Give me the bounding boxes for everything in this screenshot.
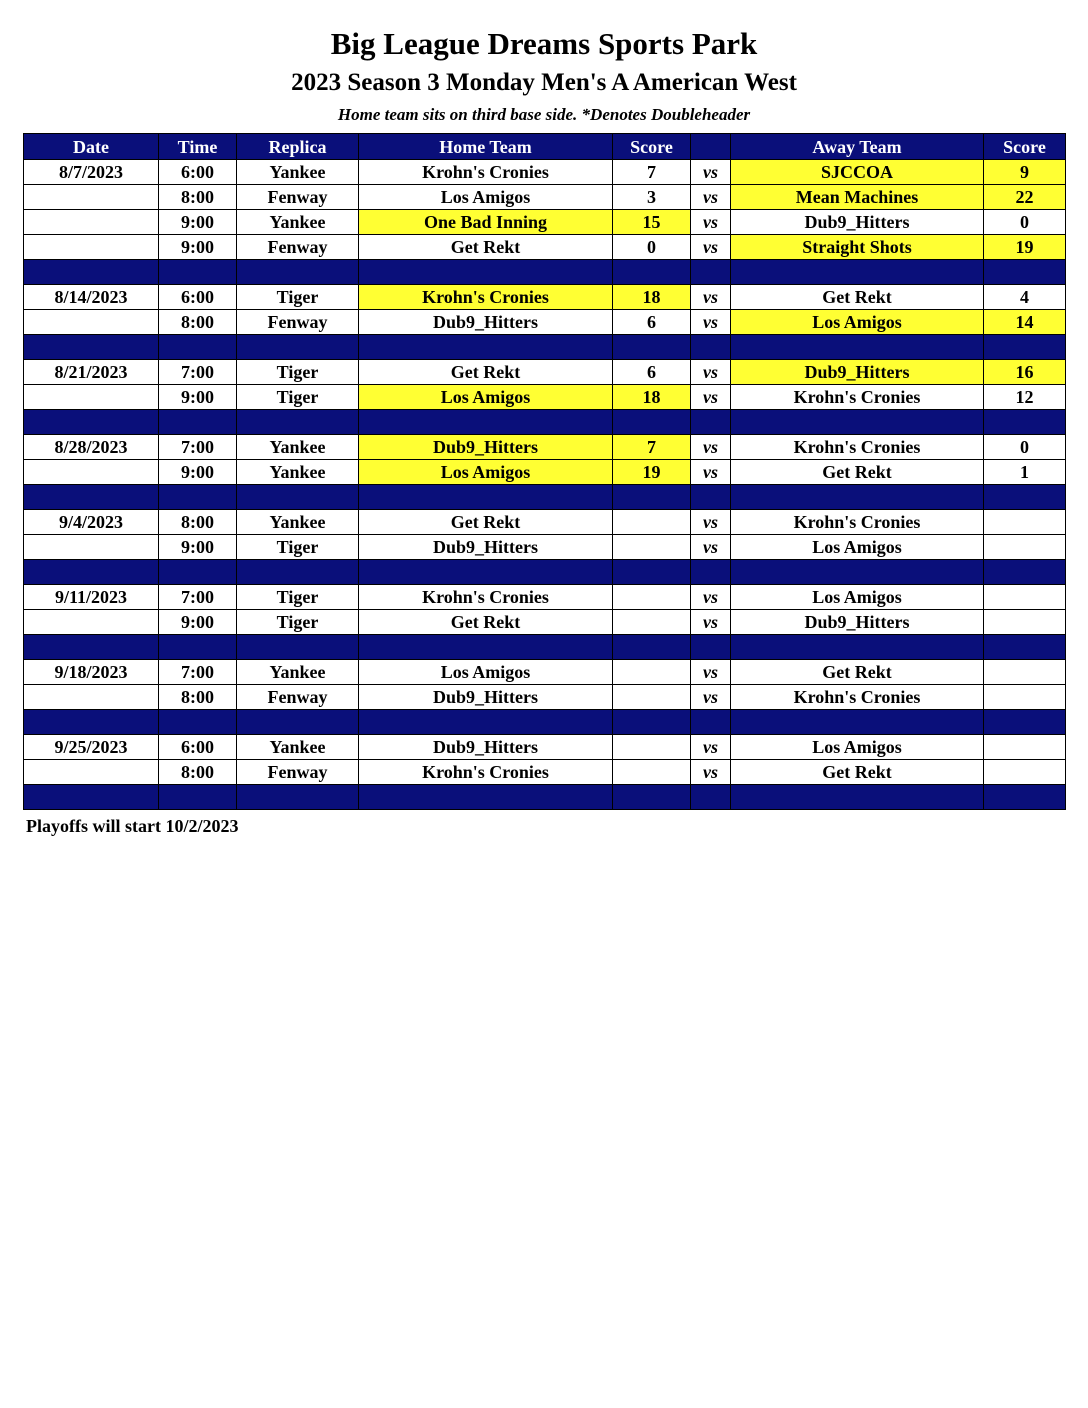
away-score-cell: 4 xyxy=(984,285,1066,310)
away-score-cell xyxy=(984,685,1066,710)
separator-cell xyxy=(359,635,613,660)
replica-field-cell: Tiger xyxy=(237,285,359,310)
away-team-cell: Get Rekt xyxy=(731,285,984,310)
table-header-row xyxy=(24,134,1066,160)
separator-cell xyxy=(613,560,691,585)
vs-cell: vs xyxy=(691,160,731,185)
away-score-cell: 22 xyxy=(984,185,1066,210)
home-score-cell xyxy=(613,535,691,560)
home-score-cell: 7 xyxy=(613,160,691,185)
game-time-cell: 7:00 xyxy=(159,435,237,460)
week-separator-row xyxy=(24,560,1066,585)
game-time-cell: 7:00 xyxy=(159,360,237,385)
home-score-cell: 6 xyxy=(613,360,691,385)
vs-cell: vs xyxy=(691,435,731,460)
home-score-cell xyxy=(613,585,691,610)
separator-cell xyxy=(984,410,1066,435)
home-team-cell: Dub9_Hitters xyxy=(359,735,613,760)
table-row xyxy=(24,185,1066,210)
home-score-cell: 6 xyxy=(613,310,691,335)
away-score-cell: 14 xyxy=(984,310,1066,335)
table-row xyxy=(24,585,1066,610)
home-score-cell xyxy=(613,685,691,710)
home-score-cell: 19 xyxy=(613,460,691,485)
col-header-away-score: Score xyxy=(984,134,1066,160)
separator-cell xyxy=(984,560,1066,585)
col-header-date: Date xyxy=(24,134,159,160)
game-date-cell: 9/18/2023 xyxy=(24,660,159,685)
away-score-cell xyxy=(984,585,1066,610)
away-score-cell xyxy=(984,535,1066,560)
home-team-cell: Dub9_Hitters xyxy=(359,310,613,335)
home-team-cell: Los Amigos xyxy=(359,660,613,685)
home-score-cell: 18 xyxy=(613,285,691,310)
separator-cell xyxy=(691,485,731,510)
game-date-cell xyxy=(24,310,159,335)
table-row xyxy=(24,310,1066,335)
away-team-cell: Los Amigos xyxy=(731,535,984,560)
vs-cell: vs xyxy=(691,185,731,210)
table-row xyxy=(24,235,1066,260)
playoffs-note: Playoffs will start 10/2/2023 xyxy=(26,816,239,836)
separator-cell xyxy=(237,785,359,810)
schedule-body xyxy=(24,160,1066,810)
home-team-cell: Get Rekt xyxy=(359,360,613,385)
game-date-cell: 9/4/2023 xyxy=(24,510,159,535)
separator-cell xyxy=(24,260,159,285)
home-team-cell: Los Amigos xyxy=(359,460,613,485)
game-time-cell: 7:00 xyxy=(159,585,237,610)
home-team-cell: Get Rekt xyxy=(359,510,613,535)
home-team-cell: Get Rekt xyxy=(359,610,613,635)
separator-cell xyxy=(613,710,691,735)
separator-cell xyxy=(613,785,691,810)
away-team-cell: Krohn's Cronies xyxy=(731,385,984,410)
week-separator-row xyxy=(24,710,1066,735)
game-time-cell: 8:00 xyxy=(159,510,237,535)
separator-cell xyxy=(237,710,359,735)
game-time-cell: 8:00 xyxy=(159,185,237,210)
week-separator-row xyxy=(24,335,1066,360)
col-header-home-score: Score xyxy=(613,134,691,160)
game-date-cell: 8/7/2023 xyxy=(24,160,159,185)
vs-cell: vs xyxy=(691,685,731,710)
game-time-cell: 6:00 xyxy=(159,160,237,185)
table-row xyxy=(24,660,1066,685)
home-score-cell: 15 xyxy=(613,210,691,235)
separator-cell xyxy=(159,485,237,510)
vs-cell: vs xyxy=(691,735,731,760)
game-date-cell xyxy=(24,235,159,260)
game-date-cell xyxy=(24,210,159,235)
separator-cell xyxy=(691,710,731,735)
away-team-cell: Los Amigos xyxy=(731,735,984,760)
game-date-cell: 9/25/2023 xyxy=(24,735,159,760)
home-team-cell: Los Amigos xyxy=(359,385,613,410)
home-score-cell xyxy=(613,760,691,785)
home-team-cell: Krohn's Cronies xyxy=(359,585,613,610)
separator-cell xyxy=(613,485,691,510)
home-score-cell xyxy=(613,660,691,685)
away-team-cell: Get Rekt xyxy=(731,760,984,785)
game-time-cell: 6:00 xyxy=(159,285,237,310)
separator-cell xyxy=(24,560,159,585)
page-title: Big League Dreams Sports Park xyxy=(330,26,758,61)
separator-cell xyxy=(159,785,237,810)
game-date-cell xyxy=(24,385,159,410)
vs-cell: vs xyxy=(691,385,731,410)
game-date-cell: 8/21/2023 xyxy=(24,360,159,385)
separator-cell xyxy=(984,785,1066,810)
separator-cell xyxy=(237,410,359,435)
separator-cell xyxy=(984,260,1066,285)
home-team-cell: One Bad Inning xyxy=(359,210,613,235)
separator-cell xyxy=(359,260,613,285)
game-date-cell xyxy=(24,685,159,710)
away-score-cell xyxy=(984,660,1066,685)
separator-cell xyxy=(984,635,1066,660)
col-header-away-team: Away Team xyxy=(731,134,984,160)
separator-cell xyxy=(24,410,159,435)
replica-field-cell: Tiger xyxy=(237,385,359,410)
game-time-cell: 9:00 xyxy=(159,460,237,485)
separator-cell xyxy=(731,260,984,285)
home-team-cell: Get Rekt xyxy=(359,235,613,260)
vs-cell: vs xyxy=(691,235,731,260)
separator-cell xyxy=(159,710,237,735)
table-row xyxy=(24,510,1066,535)
vs-cell: vs xyxy=(691,585,731,610)
week-separator-row xyxy=(24,635,1066,660)
separator-cell xyxy=(691,560,731,585)
replica-field-cell: Fenway xyxy=(237,685,359,710)
home-team-cell: Krohn's Cronies xyxy=(359,160,613,185)
vs-cell: vs xyxy=(691,210,731,235)
away-score-cell: 0 xyxy=(984,210,1066,235)
separator-cell xyxy=(691,335,731,360)
separator-cell xyxy=(691,410,731,435)
away-score-cell: 0 xyxy=(984,435,1066,460)
vs-cell: vs xyxy=(691,460,731,485)
col-header-replica: Replica xyxy=(237,134,359,160)
away-team-cell: Mean Machines xyxy=(731,185,984,210)
replica-field-cell: Yankee xyxy=(237,460,359,485)
separator-cell xyxy=(159,635,237,660)
vs-cell: vs xyxy=(691,510,731,535)
table-row xyxy=(24,735,1066,760)
game-date-cell: 8/28/2023 xyxy=(24,435,159,460)
home-score-cell: 0 xyxy=(613,235,691,260)
game-time-cell: 8:00 xyxy=(159,760,237,785)
table-row xyxy=(24,210,1066,235)
replica-field-cell: Yankee xyxy=(237,160,359,185)
game-date-cell xyxy=(24,185,159,210)
home-score-cell: 18 xyxy=(613,385,691,410)
separator-cell xyxy=(691,635,731,660)
home-team-cell: Dub9_Hitters xyxy=(359,535,613,560)
game-time-cell: 9:00 xyxy=(159,535,237,560)
replica-field-cell: Tiger xyxy=(237,610,359,635)
separator-cell xyxy=(731,485,984,510)
table-row xyxy=(24,685,1066,710)
separator-cell xyxy=(237,485,359,510)
separator-cell xyxy=(613,635,691,660)
schedule-table xyxy=(23,133,1066,810)
home-score-cell xyxy=(613,610,691,635)
vs-cell: vs xyxy=(691,535,731,560)
separator-cell xyxy=(24,635,159,660)
game-time-cell: 6:00 xyxy=(159,735,237,760)
away-team-cell: Los Amigos xyxy=(731,310,984,335)
table-row xyxy=(24,160,1066,185)
separator-cell xyxy=(159,560,237,585)
page-subtitle: 2023 Season 3 Monday Men's A American West xyxy=(291,69,797,96)
separator-cell xyxy=(359,335,613,360)
home-team-cell: Krohn's Cronies xyxy=(359,760,613,785)
away-score-cell xyxy=(984,610,1066,635)
away-score-cell: 12 xyxy=(984,385,1066,410)
separator-cell xyxy=(731,410,984,435)
separator-cell xyxy=(613,335,691,360)
home-score-cell: 7 xyxy=(613,435,691,460)
game-date-cell xyxy=(24,610,159,635)
table-row xyxy=(24,760,1066,785)
vs-cell: vs xyxy=(691,360,731,385)
home-score-cell xyxy=(613,735,691,760)
vs-cell: vs xyxy=(691,310,731,335)
col-header-time: Time xyxy=(159,134,237,160)
week-separator-row xyxy=(24,260,1066,285)
col-header-home-team: Home Team xyxy=(359,134,613,160)
away-score-cell: 19 xyxy=(984,235,1066,260)
separator-cell xyxy=(24,710,159,735)
separator-cell xyxy=(691,785,731,810)
replica-field-cell: Yankee xyxy=(237,510,359,535)
game-time-cell: 7:00 xyxy=(159,660,237,685)
game-time-cell: 8:00 xyxy=(159,685,237,710)
away-team-cell: Dub9_Hitters xyxy=(731,360,984,385)
separator-cell xyxy=(237,335,359,360)
separator-cell xyxy=(613,410,691,435)
replica-field-cell: Tiger xyxy=(237,585,359,610)
replica-field-cell: Yankee xyxy=(237,660,359,685)
separator-cell xyxy=(984,710,1066,735)
away-score-cell xyxy=(984,760,1066,785)
separator-cell xyxy=(731,635,984,660)
away-team-cell: Straight Shots xyxy=(731,235,984,260)
separator-cell xyxy=(984,485,1066,510)
separator-cell xyxy=(359,785,613,810)
separator-cell xyxy=(159,410,237,435)
game-time-cell: 9:00 xyxy=(159,235,237,260)
table-row xyxy=(24,460,1066,485)
vs-cell: vs xyxy=(691,760,731,785)
game-time-cell: 9:00 xyxy=(159,610,237,635)
week-separator-row xyxy=(24,785,1066,810)
home-score-cell: 3 xyxy=(613,185,691,210)
replica-field-cell: Fenway xyxy=(237,185,359,210)
away-team-cell: Los Amigos xyxy=(731,585,984,610)
separator-cell xyxy=(691,260,731,285)
separator-cell xyxy=(731,710,984,735)
replica-field-cell: Yankee xyxy=(237,210,359,235)
table-row xyxy=(24,435,1066,460)
replica-field-cell: Tiger xyxy=(237,535,359,560)
table-row xyxy=(24,385,1066,410)
separator-cell xyxy=(359,485,613,510)
away-team-cell: SJCCOA xyxy=(731,160,984,185)
vs-cell: vs xyxy=(691,660,731,685)
home-score-cell xyxy=(613,510,691,535)
week-separator-row xyxy=(24,485,1066,510)
game-date-cell: 9/11/2023 xyxy=(24,585,159,610)
separator-cell xyxy=(359,410,613,435)
game-time-cell: 9:00 xyxy=(159,210,237,235)
separator-cell xyxy=(359,560,613,585)
vs-cell: vs xyxy=(691,610,731,635)
table-row xyxy=(24,610,1066,635)
replica-field-cell: Fenway xyxy=(237,310,359,335)
separator-cell xyxy=(731,335,984,360)
separator-cell xyxy=(731,785,984,810)
replica-field-cell: Yankee xyxy=(237,435,359,460)
separator-cell xyxy=(24,485,159,510)
table-row xyxy=(24,285,1066,310)
replica-field-cell: Tiger xyxy=(237,360,359,385)
home-team-cell: Los Amigos xyxy=(359,185,613,210)
separator-cell xyxy=(237,560,359,585)
away-team-cell: Krohn's Cronies xyxy=(731,435,984,460)
separator-cell xyxy=(159,335,237,360)
home-team-cell: Krohn's Cronies xyxy=(359,285,613,310)
separator-cell xyxy=(359,710,613,735)
col-header-vs xyxy=(691,134,731,160)
away-score-cell xyxy=(984,735,1066,760)
separator-cell xyxy=(24,335,159,360)
week-separator-row xyxy=(24,410,1066,435)
game-time-cell: 9:00 xyxy=(159,385,237,410)
away-team-cell: Krohn's Cronies xyxy=(731,510,984,535)
away-team-cell: Dub9_Hitters xyxy=(731,610,984,635)
separator-cell xyxy=(159,260,237,285)
separator-cell xyxy=(731,560,984,585)
home-team-cell: Dub9_Hitters xyxy=(359,685,613,710)
separator-cell xyxy=(613,260,691,285)
table-row xyxy=(24,535,1066,560)
game-date-cell xyxy=(24,760,159,785)
table-row xyxy=(24,360,1066,385)
away-team-cell: Krohn's Cronies xyxy=(731,685,984,710)
home-team-cell: Dub9_Hitters xyxy=(359,435,613,460)
replica-field-cell: Fenway xyxy=(237,760,359,785)
away-score-cell xyxy=(984,510,1066,535)
game-date-cell xyxy=(24,460,159,485)
separator-cell xyxy=(237,260,359,285)
game-date-cell xyxy=(24,535,159,560)
schedule-note: Home team sits on third base side. *Denotes Doubleheader xyxy=(337,105,751,124)
away-score-cell: 1 xyxy=(984,460,1066,485)
vs-cell: vs xyxy=(691,285,731,310)
away-score-cell: 16 xyxy=(984,360,1066,385)
replica-field-cell: Fenway xyxy=(237,235,359,260)
game-date-cell: 8/14/2023 xyxy=(24,285,159,310)
away-team-cell: Get Rekt xyxy=(731,660,984,685)
away-team-cell: Get Rekt xyxy=(731,460,984,485)
away-team-cell: Dub9_Hitters xyxy=(731,210,984,235)
away-score-cell: 9 xyxy=(984,160,1066,185)
separator-cell xyxy=(984,335,1066,360)
separator-cell xyxy=(24,785,159,810)
separator-cell xyxy=(237,635,359,660)
replica-field-cell: Yankee xyxy=(237,735,359,760)
game-time-cell: 8:00 xyxy=(159,310,237,335)
